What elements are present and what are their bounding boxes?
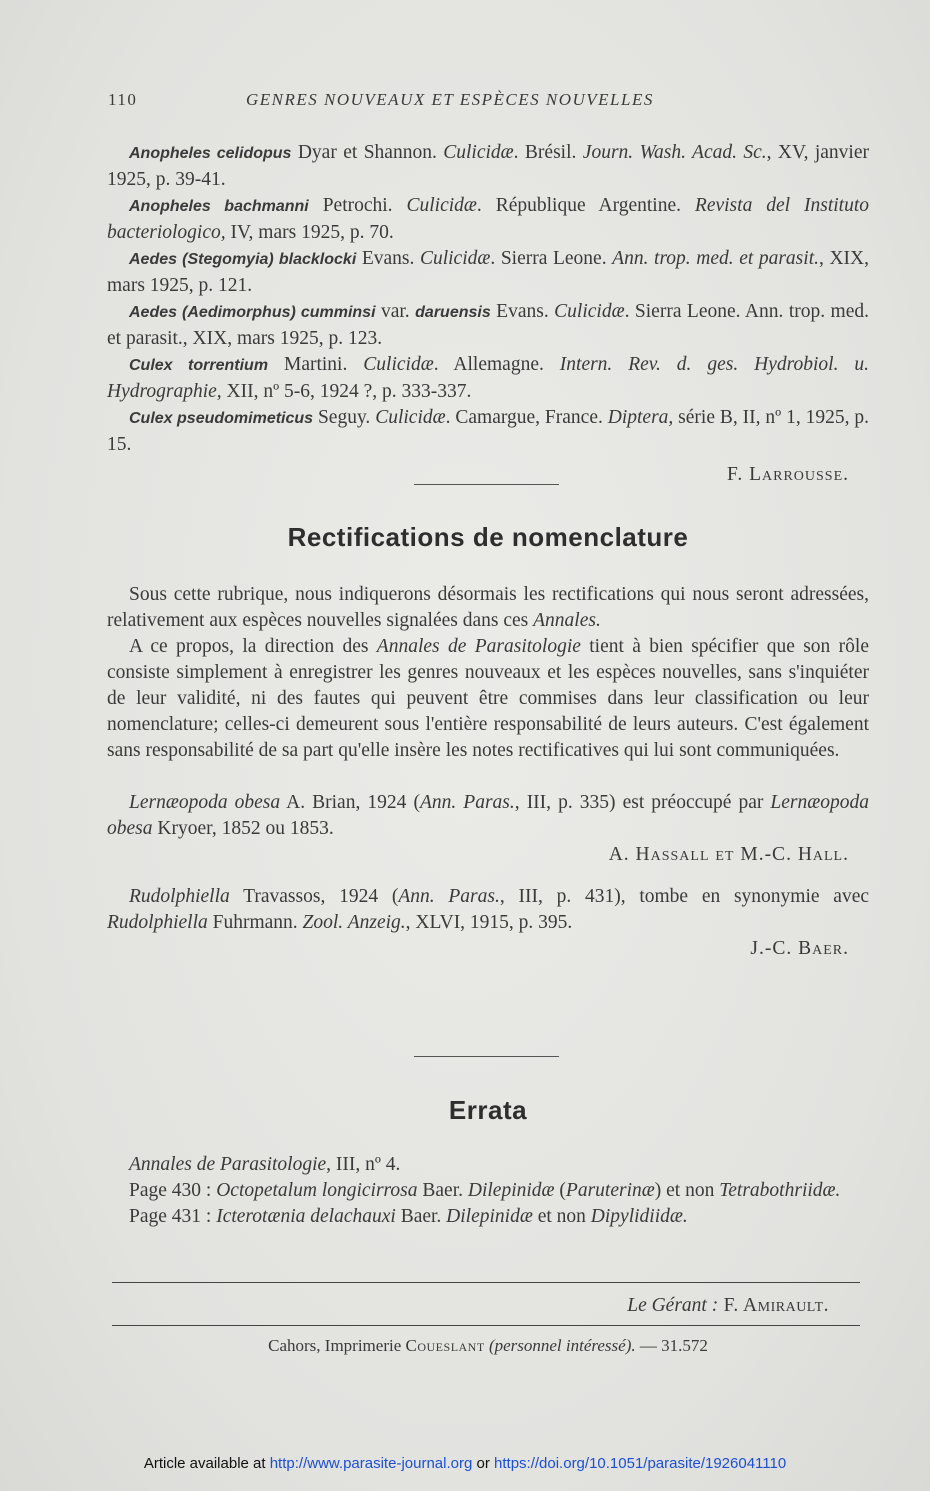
species-entry: Anopheles celidopus Dyar et Shannon. Culicidæ. Brésil. Journ. Wash. Acad. Sc., XV, janvier 1925, p. 39-41. — [107, 142, 869, 190]
article-availability-note: Article available at http://www.parasite-journal.org or https://doi.org/10.1051/parasite/1926041110 — [143, 1455, 787, 1472]
species-entry: Aedes (Aedimorphus) cumminsi var. daruensis Evans. Culicidæ. Sierra Leone. Ann. trop. med. et parasit., XIX, mars 1925, p. 123. — [107, 301, 869, 349]
section-divider — [414, 1056, 559, 1057]
printer-line: Cahors, Imprimerie Coueslant (personnel intéressé). — 31.572 — [268, 1336, 708, 1355]
running-title: GENRES NOUVEAUX ET ESPÈCES NOUVELLES — [246, 90, 654, 109]
author-signature: A. Hassall et M.-C. Hall. — [608, 844, 849, 865]
doi-link[interactable]: https://doi.org/10.1051/parasite/1926041110 — [494, 1455, 787, 1472]
page-number: 110 — [108, 90, 138, 109]
errata-line: Annales de Parasitologie, III, nº 4. — [129, 1154, 401, 1175]
rectification-note: Lernæopoda obesa A. Brian, 1924 (Ann. Paras., III, p. 335) est préoccupé par Lernæopoda obesa Kryoer, 1852 ou 1853. — [107, 792, 870, 839]
species-entry: Culex torrentium Martini. Culicidæ. Allemagne. Intern. Rev. d. ges. Hydrobiol. u. Hydrographie, XII, nº 5-6, 1924 ?, p. 333-337. — [107, 354, 869, 402]
section-heading-errata: Errata — [448, 1095, 528, 1125]
gerant-line: Le Gérant : F. Amirault. — [627, 1295, 829, 1316]
rectification-note: Rudolphiella Travassos, 1924 (Ann. Paras., III, p. 431), tombe en synonymie avec Rudolphiella Fuhrmann. Zool. Anzeig., XLVI, 1915, p. 395. — [107, 886, 870, 933]
species-entry: Culex pseudomimeticus Seguy. Culicidæ. Camargue, France. Diptera, série B, II, nº 1, 1925, p. 15. — [107, 407, 869, 455]
species-entry: Aedes (Stegomyia) blacklocki Evans. Culicidæ. Sierra Leone. Ann. trop. med. et parasit., XIX, mars 1925, p. 121. — [107, 248, 869, 296]
paragraph: Sous cette rubrique, nous indiquerons désormais les rectifications qui nous seront adressées, relativement aux espèces nouvelles signalées dans ces Annales. — [107, 584, 869, 631]
journal-link[interactable]: http://www.parasite-journal.org — [269, 1455, 473, 1472]
errata-line: Page 431 : Icterotænia delachauxi Baer. Dilepinidæ et non Dipylidiidæ. — [129, 1206, 688, 1227]
rectifications-body — [107, 582, 869, 962]
species-list — [107, 140, 869, 488]
section-divider — [414, 484, 559, 485]
species-entry: Anopheles bachmanni Petrochi. Culicidæ. République Argentine. Revista del Instituto bacteriologico, IV, mars 1925, p. 70. — [107, 195, 870, 243]
author-signature: J.-C. Baer. — [750, 938, 849, 959]
errata-line: Page 430 : Octopetalum longicirrosa Baer. Dilepinidæ (Paruterinæ) et non Tetrabothriidæ. — [129, 1180, 841, 1201]
paragraph: A ce propos, la direction des Annales de Parasitologie tient à bien spécifier que son rôle consiste simplement à enregistrer les genres nouveaux et les espèces nouvelles, sans s'inquiéter de leur validité, ni des fautes qui peuvent être commises dans leur classification ou leur nomenclature; celles-ci demeurent sous l'entière responsabilité de leurs auteurs. C'est également sans responsabilité de sa part qu'elle insère les notes rectificatives qui lui sont communiquées. — [107, 636, 869, 761]
running-head — [108, 90, 868, 114]
closing-rule — [112, 1282, 860, 1283]
author-signature: F. Larrousse. — [727, 464, 849, 485]
section-heading-rectifications: Rectifications de nomenclature — [287, 522, 689, 552]
closing-rule — [112, 1325, 860, 1326]
errata-body — [107, 1152, 869, 1230]
